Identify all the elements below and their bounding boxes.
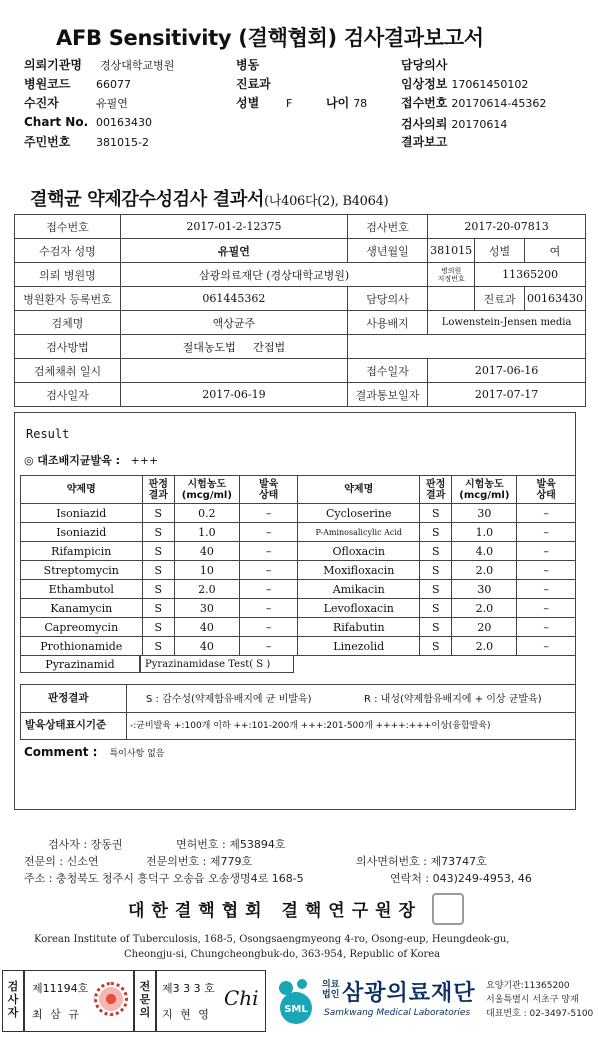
table-row: [21, 561, 576, 580]
cell-growth: –: [517, 504, 576, 523]
medium-value: Lowenstein-Jensen media: [428, 311, 586, 335]
brand-code: 요양기관:11365200: [486, 981, 570, 991]
cell-drug: Ethambutol: [21, 580, 143, 599]
table-row: [15, 215, 586, 239]
doctor-label: 담당의사: [347, 287, 427, 311]
facility-field: 의뢰기관명 경상대학교병원: [24, 58, 175, 72]
specialist-license: 제3 3 3 호: [162, 982, 215, 995]
pyrazinamide-label: Pyrazinamid: [20, 655, 140, 673]
address-line: 주소 : 충청북도 청주시 흥덕구 오송읍 오송생명4로 168-5: [24, 872, 304, 885]
exam-date-label: 검사일자: [15, 383, 121, 407]
cell-conc: 30: [452, 580, 517, 599]
report-field: 결과보고: [401, 135, 448, 149]
brand-phone: 대표번호 : 02-3497-5100: [486, 1009, 594, 1019]
col-growth: 발육 상태: [239, 476, 298, 504]
cell-result: S: [142, 618, 174, 637]
brand-english: Samkwang Medical Laboratories: [324, 1008, 471, 1018]
designated-number-label: 병의원 지정번호: [428, 263, 475, 287]
cell-growth: –: [239, 618, 298, 637]
id-number-field: 주민번호 381015-2: [24, 135, 149, 149]
col-drug: 약제명: [298, 476, 420, 504]
cell-result: S: [142, 637, 174, 656]
cell-conc: 2.0: [452, 561, 517, 580]
table-row: [21, 504, 576, 523]
table-row: [15, 239, 586, 263]
table-row: [15, 311, 586, 335]
dob-label: 생년월일: [347, 239, 427, 263]
cell-growth: –: [239, 637, 298, 656]
age-field: 나이 78: [326, 96, 368, 110]
designated-number-value: 11365200: [475, 263, 586, 287]
document-title: AFB Sensitivity (결핵협회) 검사결과보고서: [56, 26, 484, 50]
sex-field: 성별 F: [236, 96, 293, 110]
cell-result: S: [420, 523, 452, 542]
collection-label: 검체채취 일시: [15, 359, 121, 383]
table-row: [21, 523, 576, 542]
cell-result: S: [420, 580, 452, 599]
table-row: [21, 580, 576, 599]
cell-drug: Rifabutin: [298, 618, 420, 637]
examiner-line: 검사자 : 장동권: [48, 838, 123, 851]
notify-date-value: 2017-07-17: [428, 383, 586, 407]
cell-growth: –: [517, 561, 576, 580]
specialist-vertical-label: 전문의: [139, 980, 151, 1019]
result-label: Result: [26, 427, 70, 441]
request-field: 검사의뢰 20170614: [401, 117, 508, 131]
table-row: [15, 287, 586, 311]
dept-field: 진료과: [236, 77, 271, 91]
report-title-code: (나406다(2), B4064): [264, 194, 389, 209]
receipt-label: 접수번호: [15, 215, 121, 239]
cell-drug: Linezolid: [298, 637, 420, 656]
cell-drug: Levofloxacin: [298, 599, 420, 618]
exam-number-label: 검사번호: [347, 215, 427, 239]
method-empty: [347, 335, 585, 359]
english-address-2: Cheongju-si, Chungcheongbuk-do, 363-954, Republic of Korea: [124, 949, 441, 960]
specimen-value: 액상균주: [120, 311, 347, 335]
table-header-row: [21, 476, 576, 504]
cell-conc: 30: [452, 504, 517, 523]
table-row: [15, 263, 586, 287]
institute-seal-icon: [432, 893, 464, 925]
col-concentration: 시험농도 (mcg/ml): [174, 476, 239, 504]
cell-growth: –: [239, 599, 298, 618]
dept-value: 00163430: [524, 287, 585, 311]
license-line: 면허번호 : 제53894호: [176, 838, 286, 851]
cell-drug: Isoniazid: [21, 523, 143, 542]
cell-conc: 40: [174, 618, 239, 637]
cell-conc: 30: [174, 599, 239, 618]
cell-drug: Ofloxacin: [298, 542, 420, 561]
cell-result: S: [142, 504, 174, 523]
sex-label: 성별: [475, 239, 525, 263]
cell-result: S: [142, 542, 174, 561]
col-drug: 약제명: [21, 476, 143, 504]
cell-conc: 0.2: [174, 504, 239, 523]
doctor-field: 담당의사: [401, 58, 448, 72]
cell-growth: –: [239, 561, 298, 580]
cell-conc: 2.0: [452, 599, 517, 618]
dept-label: 진료과: [475, 287, 525, 311]
criteria-resistant: R : 내성(약제함유배지에 + 이상 균발육): [364, 694, 542, 705]
col-growth: 발육 상태: [517, 476, 576, 504]
cell-result: S: [420, 599, 452, 618]
dob-value: 381015: [428, 239, 475, 263]
exam-date-value: 2017-06-19: [120, 383, 347, 407]
exam-number-value: 2017-20-07813: [428, 215, 586, 239]
comment: Comment : 특이사항 없음: [24, 745, 165, 759]
specialist-license-line: 전문의번호 : 제779호: [146, 855, 253, 868]
cell-conc: 20: [452, 618, 517, 637]
method-value: 절대농도법 간접법: [120, 335, 347, 359]
specimen-label: 검체명: [15, 311, 121, 335]
sml-logo-icon: [270, 976, 322, 1028]
col-concentration: 시험농도 (mcg/ml): [452, 476, 517, 504]
receipt-value: 2017-01-2-12375: [120, 215, 347, 239]
col-judgement: 판정 결과: [420, 476, 452, 504]
collection-value: [120, 359, 347, 383]
cell-drug: Rifampicin: [21, 542, 143, 561]
doctor-value: [428, 287, 475, 311]
cell-result: S: [142, 580, 174, 599]
sex-value: 여: [524, 239, 585, 263]
ward-field: 병동: [236, 58, 260, 72]
cell-drug: Cycloserine: [298, 504, 420, 523]
growth-criteria-label: 발육상태표시기준: [25, 719, 107, 731]
cell-growth: –: [517, 542, 576, 561]
report-title: 결핵균 약제감수성검사 결과서(나406다(2), B4064): [30, 189, 389, 210]
seal-icon: [94, 982, 128, 1016]
cell-conc: 4.0: [452, 542, 517, 561]
md-license-line: 의사면허번호 : 제73747호: [356, 855, 487, 868]
cell-drug: Amikacin: [298, 580, 420, 599]
brand-prefix: 의료법인: [322, 980, 340, 1000]
cell-conc: 40: [174, 542, 239, 561]
brand-address: 서울특별시 서초구 양재: [486, 995, 579, 1005]
table-row: [21, 637, 576, 656]
criteria-label: 판정결과: [48, 692, 89, 704]
cell-growth: –: [239, 580, 298, 599]
signature-icon: Chi: [224, 986, 259, 1010]
table-row: [21, 618, 576, 637]
cell-drug: Streptomycin: [21, 561, 143, 580]
hospital-code-field: 병원코드 66077: [24, 77, 131, 91]
hospital-label: 의뢰 병원명: [15, 263, 121, 287]
contact-line: 연락처 : 043)249-4953, 46: [390, 872, 532, 885]
cell-growth: –: [239, 504, 298, 523]
cell-conc: 1.0: [174, 523, 239, 542]
cell-result: S: [420, 504, 452, 523]
pyrazinamide-test: Pyrazinamidase Test( S ): [140, 655, 294, 673]
cell-drug: Isoniazid: [21, 504, 143, 523]
registration-value: 061445362: [120, 287, 347, 311]
cell-drug: Kanamycin: [21, 599, 143, 618]
accept-date-label: 접수일자: [347, 359, 427, 383]
table-row: [15, 359, 586, 383]
cell-growth: –: [517, 580, 576, 599]
cell-growth: –: [239, 542, 298, 561]
table-row: [15, 383, 586, 407]
pyrazinamide-row: [20, 655, 294, 673]
patient-name-label: 수검자 성명: [15, 239, 121, 263]
examiner-vertical-label: 검사자: [7, 980, 19, 1019]
method-label: 검사방법: [15, 335, 121, 359]
brand-name: 삼광의료재단: [342, 981, 476, 1006]
cell-growth: –: [517, 637, 576, 656]
cell-drug: Capreomycin: [21, 618, 143, 637]
cell-result: S: [420, 542, 452, 561]
col-judgement: 판정 결과: [142, 476, 174, 504]
clinical-info-field: 임상정보 17061450102: [401, 77, 529, 91]
specimen-info-table: [14, 214, 586, 407]
specialist-name: 지 현 영: [162, 1008, 211, 1021]
control-culture: ◎ 대조배지균발육 : +++: [24, 454, 159, 467]
cell-result: S: [420, 618, 452, 637]
cell-drug: P-Aminosalicylic Acid: [298, 523, 420, 542]
criteria-susceptible: S : 감수성(약제함유배지에 균 비발육): [146, 694, 312, 705]
cell-conc: 2.0: [452, 637, 517, 656]
table-row: [21, 599, 576, 618]
chart-number-field: Chart No. 00163430: [24, 115, 152, 129]
accept-date-value: 2017-06-16: [428, 359, 586, 383]
registration-label: 병원환자 등록번호: [15, 287, 121, 311]
table-row: [15, 335, 586, 359]
growth-criteria-value: -:균비발육 +:100개 이하 ++:101-200개 +++:201-500개 ++++:+++이상(융합발육): [130, 721, 491, 731]
cell-growth: –: [517, 599, 576, 618]
cell-result: S: [142, 599, 174, 618]
sml-logo-text: SML: [284, 1004, 308, 1015]
cell-result: S: [142, 561, 174, 580]
medium-label: 사용배지: [347, 311, 427, 335]
institute-name: 대한결핵협회 결핵연구원장: [128, 901, 422, 921]
drug-sensitivity-table: [20, 475, 576, 656]
cell-drug: Prothionamide: [21, 637, 143, 656]
cell-growth: –: [517, 618, 576, 637]
examiner-name: 최 삼 규: [32, 1008, 81, 1021]
cell-conc: 2.0: [174, 580, 239, 599]
patient-name-value: 유필연: [120, 239, 347, 263]
cell-conc: 1.0: [452, 523, 517, 542]
signature-strip: [2, 970, 596, 1034]
hospital-value: 삼광의료재단 (경상대학교병원): [120, 263, 427, 287]
cell-result: S: [420, 561, 452, 580]
cell-result: S: [420, 637, 452, 656]
cell-conc: 40: [174, 637, 239, 656]
cell-growth: –: [517, 523, 576, 542]
cell-result: S: [142, 523, 174, 542]
cell-drug: Moxifloxacin: [298, 561, 420, 580]
cell-growth: –: [239, 523, 298, 542]
table-row: [21, 542, 576, 561]
receipt-number-field: 접수번호 20170614-45362: [401, 96, 547, 110]
specialist-line: 전문의 : 신소연: [24, 855, 99, 868]
cell-conc: 10: [174, 561, 239, 580]
notify-date-label: 결과통보일자: [347, 383, 427, 407]
patient-field: 수진자 유필연: [24, 96, 128, 110]
examiner-license: 제11194호: [32, 982, 89, 995]
english-address-1: Korean Institute of Tuberculosis, 168-5, Osongsaengmyeong 4-ro, Osong-eup, Heungdeok-gu,: [34, 934, 510, 945]
